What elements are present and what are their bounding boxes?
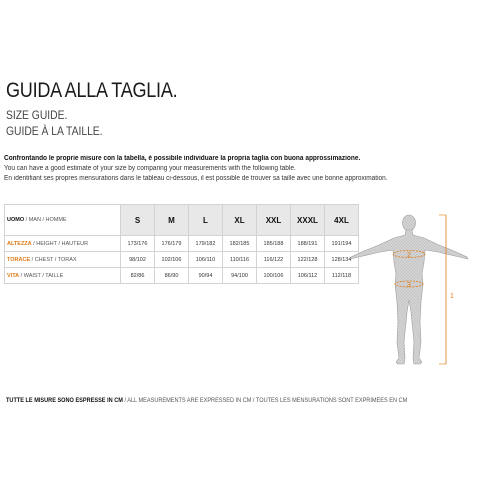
description-french: En identifiant ses propres mensurations dans le tableau ci-dessous, il est possible de trouver sa taille avec une bonne approximation.	[4, 175, 388, 182]
table-row-chest	[5, 252, 359, 268]
size-header-m: M	[155, 205, 189, 236]
mannequin	[350, 215, 468, 364]
size-header-xxxl: XXXL	[291, 205, 325, 236]
size-header-s: S	[121, 205, 155, 236]
gender-label-bold: UOMO	[7, 217, 25, 223]
row-label-waist	[5, 268, 121, 284]
row-label-chest	[5, 252, 121, 268]
row-label-height-rest: / HEIGHT / HAUTEUR	[31, 240, 89, 247]
table-cell: 90/94	[189, 268, 223, 284]
table-cell: 110/116	[223, 252, 257, 268]
table-cell: 100/106	[257, 268, 291, 284]
table-cell: 182/185	[223, 236, 257, 252]
size-table-wrapper	[4, 204, 359, 284]
table-row-height	[5, 236, 359, 252]
measurement-footnote	[6, 398, 407, 404]
footnote-bold: TUTTE LE MISURE SONO ESPRESSE IN CM	[6, 398, 123, 404]
subtitle-french: GUIDE À LA TAILLE.	[6, 124, 103, 138]
subtitle-english: SIZE GUIDE.	[6, 108, 68, 122]
table-cell: 112/118	[325, 268, 359, 284]
waist-marker-label: 3	[407, 282, 411, 289]
row-label-chest-bold: TORACE	[7, 256, 31, 263]
table-cell: 188/191	[291, 236, 325, 252]
description-block	[4, 154, 479, 184]
size-header-xl: XL	[223, 205, 257, 236]
gender-label-rest: / MAN / HOMME	[24, 217, 67, 223]
table-cell: 191/194	[325, 236, 359, 252]
row-label-height	[5, 236, 121, 252]
table-cell: 185/188	[257, 236, 291, 252]
height-measure-line	[439, 215, 446, 364]
description-english: You can have a good estimate of your size by comparing your measurements with the following table.	[4, 165, 296, 172]
table-cell: 122/128	[291, 252, 325, 268]
row-label-height-bold: ALTEZZA	[7, 240, 32, 247]
page-title: GUIDA ALLA TAGLIA.	[6, 79, 178, 102]
row-label-chest-rest: / CHEST / TORAX	[30, 256, 77, 263]
size-table	[4, 204, 359, 284]
body-measurement-figure	[336, 212, 482, 390]
table-cell: 173/176	[121, 236, 155, 252]
table-cell: 116/122	[257, 252, 291, 268]
table-cell: 106/112	[291, 268, 325, 284]
table-cell: 179/182	[189, 236, 223, 252]
table-cell: 176/179	[155, 236, 189, 252]
row-label-waist-rest: / WAIST / TAILLE	[19, 272, 64, 279]
footnote-rest: / ALL MEASUREMENTS ARE EXPRESSED IN CM / TOUTES LES MENSURATIONS SONT EXPRIMÉES EN CM	[122, 398, 408, 404]
size-header-l: L	[189, 205, 223, 236]
height-marker-label: 1	[450, 293, 454, 300]
table-cell: 98/102	[121, 252, 155, 268]
table-cell: 86/90	[155, 268, 189, 284]
size-header-row	[5, 205, 359, 236]
size-header-4xl: 4XL	[325, 205, 359, 236]
chest-marker-label: 2	[407, 252, 411, 259]
table-cell: 106/110	[189, 252, 223, 268]
gender-label	[5, 205, 121, 236]
row-label-waist-bold: VITA	[7, 272, 20, 279]
size-header-xxl: XXL	[257, 205, 291, 236]
table-cell: 82/86	[121, 268, 155, 284]
table-cell: 94/100	[223, 268, 257, 284]
table-cell: 102/106	[155, 252, 189, 268]
table-row-waist	[5, 268, 359, 284]
table-cell: 128/134	[325, 252, 359, 268]
description-italian: Confrontando le proprie misure con la tabella, è possibile individuare la propria taglia con buona approssimazione.	[4, 155, 361, 162]
